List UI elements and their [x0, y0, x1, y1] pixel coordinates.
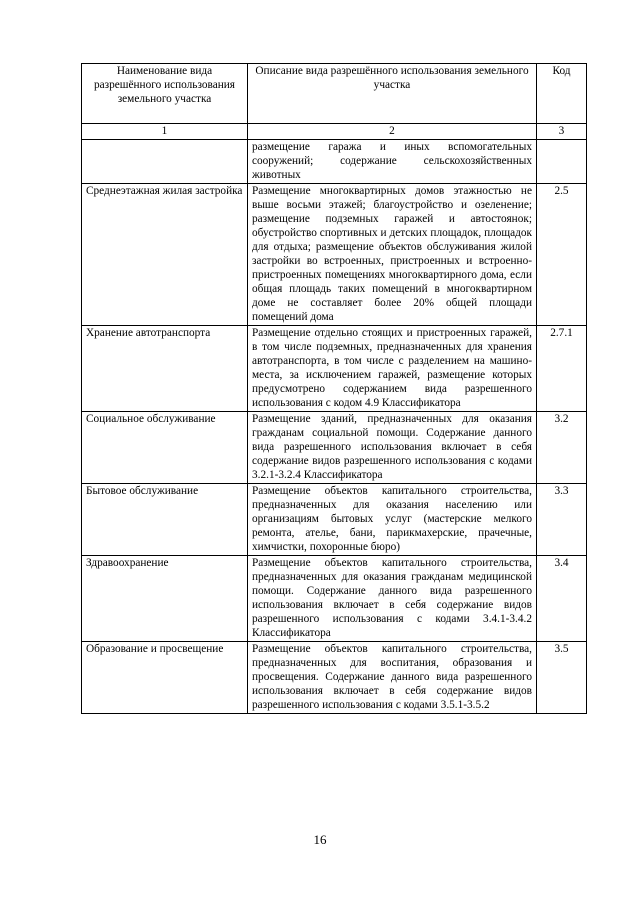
land-use-table: [81, 63, 587, 714]
row-description: Размещение объектов капитального строительства, предназначенных для воспитания, образования и просвещения. Содержание данного вида разрешенного использования включает в себя содержание видов разрешенного использования с кодами 3.5.1-3.5.2: [248, 642, 537, 714]
header-name: Наименование вида разрешённого использования земельного участка: [82, 64, 248, 124]
row-code: 3.2: [537, 412, 587, 484]
row-code: 2.5: [537, 184, 587, 326]
column-number: 2: [248, 124, 537, 140]
header-code: Код: [537, 64, 587, 124]
row-name: Здравоохранение: [82, 556, 248, 642]
row-code: 3.4: [537, 556, 587, 642]
column-number: 1: [82, 124, 248, 140]
row-code: 2.7.1: [537, 326, 587, 412]
table-row: [82, 326, 587, 412]
table-row: [82, 556, 587, 642]
row-code: [537, 140, 587, 184]
column-number: 3: [537, 124, 587, 140]
row-code: 3.3: [537, 484, 587, 556]
row-name: Хранение автотранспорта: [82, 326, 248, 412]
row-description: размещение гаража и иных вспомогательных сооружений; содержание сельскохозяйственных животных: [248, 140, 537, 184]
header-description: Описание вида разрешённого использования земельного участка: [248, 64, 537, 124]
table-header-row: [82, 64, 587, 124]
page-number: 16: [313, 832, 327, 847]
column-number-row: [82, 124, 587, 140]
row-description: Размещение зданий, предназначенных для оказания гражданам социальной помощи. Содержание данного вида разрешенного использования включает в себя содержание видов разрешенного использования с кодами 3.2.1-3.2.4 Классификатора: [248, 412, 537, 484]
table-row-continuation: [82, 140, 587, 184]
table-row: [82, 642, 587, 714]
table-row: [82, 484, 587, 556]
row-description: Размещение объектов капитального строительства, предназначенных для оказания гражданам медицинской помощи. Содержание данного вида разрешенного использования включает в себя содержание видов разрешенного использования с кодами 3.4.1-3.4.2 Классификатора: [248, 556, 537, 642]
row-name: Социальное обслуживание: [82, 412, 248, 484]
row-description: Размещение многоквартирных домов этажностью не выше восьми этажей; благоустройство и озеленение; размещение подземных гаражей и автостоянок; обустройство спортивных и детских площадок, площадок для отдыха; размещение объектов обслуживания жилой застройки во встроенных, пристроенных и встроенно-пристроенных помещениях многоквартирного дома, если общая площадь таких помещений в многоквартирном доме не составляет более 20% общей площади помещений дома: [248, 184, 537, 326]
row-name: [82, 140, 248, 184]
row-name: Бытовое обслуживание: [82, 484, 248, 556]
table-row: [82, 184, 587, 326]
row-description: Размещение отдельно стоящих и пристроенных гаражей, в том числе подземных, предназначенных для хранения автотранспорта, в том числе с разделением на машино-места, за исключением гаражей, размещение которых предусмотрено содержанием вида разрешенного использования с кодом 4.9 Классификатора: [248, 326, 537, 412]
row-code: 3.5: [537, 642, 587, 714]
row-name: Образование и просвещение: [82, 642, 248, 714]
row-description: Размещение объектов капитального строительства, предназначенных для оказания населению или организациям бытовых услуг (мастерские мелкого ремонта, ателье, бани, парикмахерские, прачечные, химчистки, похоронные бюро): [248, 484, 537, 556]
table-row: [82, 412, 587, 484]
row-name: Среднеэтажная жилая застройка: [82, 184, 248, 326]
